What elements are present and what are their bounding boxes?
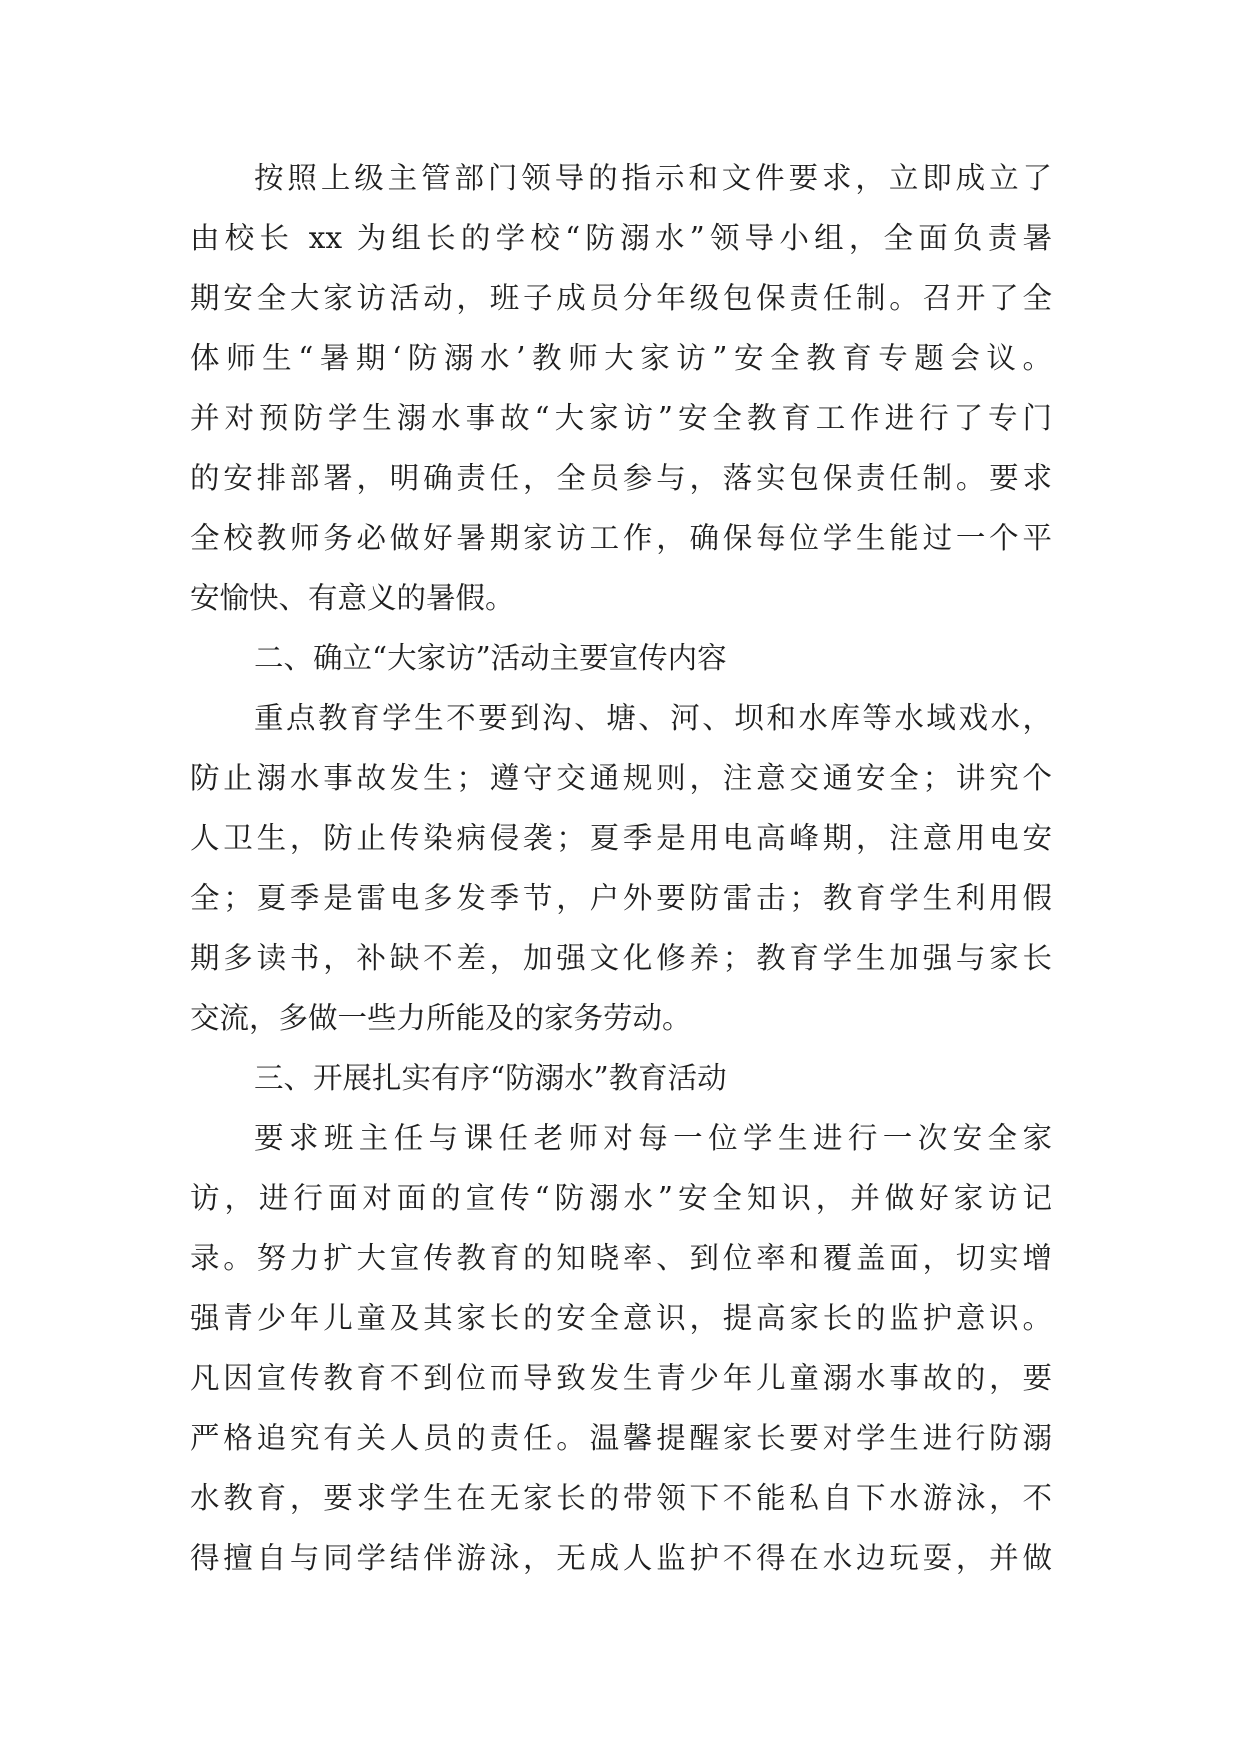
text-line: 录。努力扩大宣传教育的知晓率、到位率和覆盖面，切实增 bbox=[190, 1241, 1052, 1275]
text-line: 全校教师务必做好暑期家访工作，确保每位学生能过一个平 bbox=[190, 521, 1052, 555]
text-line: 访，进行面对面的宣传“防溺水”安全知识，并做好家访记 bbox=[190, 1181, 1052, 1215]
text-line: 凡因宣传教育不到位而导致发生青少年儿童溺水事故的，要 bbox=[190, 1361, 1052, 1395]
text-line: 期安全大家访活动，班子成员分年级包保责任制。召开了全 bbox=[190, 281, 1052, 315]
text-line: 二、确立“大家访”活动主要宣传内容 bbox=[254, 641, 727, 675]
text-line: 全；夏季是雷电多发季节，户外要防雷击；教育学生利用假 bbox=[190, 881, 1052, 915]
document-body bbox=[190, 148, 1052, 1588]
text-line: 体师生“暑期‘防溺水’教师大家访”安全教育专题会议。 bbox=[190, 341, 1052, 375]
text-line: 由校长 xx 为组长的学校“防溺水”领导小组，全面负责暑 bbox=[190, 221, 1052, 255]
text-line: 人卫生，防止传染病侵袭；夏季是用电高峰期，注意用电安 bbox=[190, 821, 1052, 855]
text-line: 的安排部署，明确责任，全员参与，落实包保责任制。要求 bbox=[190, 461, 1052, 495]
text-line: 三、开展扎实有序“防溺水”教育活动 bbox=[254, 1061, 727, 1095]
text-line: 强青少年儿童及其家长的安全意识，提高家长的监护意识。 bbox=[190, 1301, 1052, 1335]
text-line: 安愉快、有意义的暑假。 bbox=[190, 581, 515, 615]
text-line: 水教育，要求学生在无家长的带领下不能私自下水游泳，不 bbox=[190, 1481, 1052, 1515]
text-line: 要求班主任与课任老师对每一位学生进行一次安全家 bbox=[254, 1121, 1052, 1155]
text-line: 并对预防学生溺水事故“大家访”安全教育工作进行了专门 bbox=[190, 401, 1052, 435]
text-line: 按照上级主管部门领导的指示和文件要求，立即成立了 bbox=[254, 161, 1052, 195]
text-line: 严格追究有关人员的责任。温馨提醒家长要对学生进行防溺 bbox=[190, 1421, 1052, 1455]
text-line: 交流，多做一些力所能及的家务劳动。 bbox=[190, 1001, 692, 1035]
text-line: 得擅自与同学结伴游泳，无成人监护不得在水边玩耍，并做 bbox=[190, 1541, 1052, 1575]
text-line: 期多读书，补缺不差，加强文化修养；教育学生加强与家长 bbox=[190, 941, 1052, 975]
text-line: 防止溺水事故发生；遵守交通规则，注意交通安全；讲究个 bbox=[190, 761, 1052, 795]
text-line: 重点教育学生不要到沟、塘、河、坝和水库等水域戏水， bbox=[254, 701, 1052, 735]
